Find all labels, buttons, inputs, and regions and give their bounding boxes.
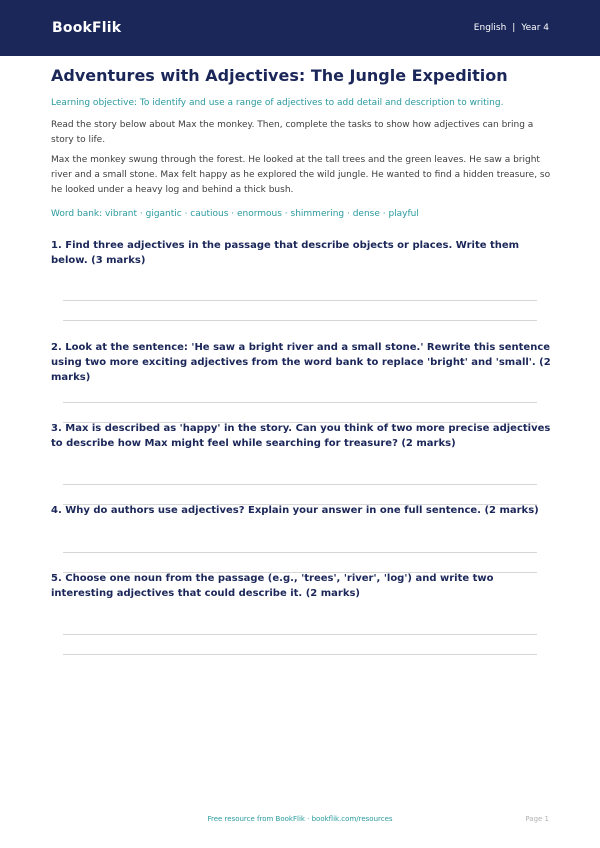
question-4: 4. Why do authors use adjectives? Explain your answer in one full sentence. (2 marks) bbox=[51, 505, 539, 516]
answer-line[interactable] bbox=[63, 552, 537, 553]
question-3: 3. Max is described as 'happy' in the story. Can you think of two more precise adjectives to describe how Max might feel while searching for treasure? (2 marks) bbox=[51, 423, 551, 449]
page-number: Page 1 bbox=[525, 815, 549, 823]
question-1: 1. Find three adjectives in the passage that describe objects or places. Write them below. (3 marks) bbox=[51, 240, 520, 266]
answer-line[interactable] bbox=[63, 654, 537, 655]
subject-label: English bbox=[473, 23, 507, 33]
story-passage: Max the monkey swung through the forest. He looked at the tall trees and the green leaves. He saw a bright river and a small stone. Max felt happy as he explored the wild jungle. He wanted to find a hidden treasure, so he looked under a heavy log and behind a thick bush. bbox=[51, 155, 551, 195]
question-2: 2. Look at the sentence: 'He saw a bright river and a small stone.' Rewrite this sentence using two more exciting adjectives from the word bank to replace 'bright' and 'small'. (2 marks) bbox=[51, 342, 551, 383]
answer-line[interactable] bbox=[63, 320, 537, 321]
brand-logo: BookFlik bbox=[52, 20, 122, 36]
instructions: Read the story below about Max the monkey. Then, complete the tasks to show how adjectives can bring a story to life. bbox=[51, 120, 534, 145]
learning-objective: Learning objective: To identify and use a range of adjectives to add detail and description to writing. bbox=[51, 98, 504, 108]
footer-credit[interactable]: Free resource from BookFlik · bookflik.com/resources bbox=[207, 815, 393, 823]
question-5: 5. Choose one noun from the passage (e.g., 'trees', 'river', 'log') and write two interesting adjectives that could describe it. (2 marks) bbox=[51, 573, 494, 599]
year-label: Year 4 bbox=[521, 23, 549, 33]
answer-line[interactable] bbox=[63, 634, 537, 635]
page-title: Adventures with Adjectives: The Jungle Expedition bbox=[51, 66, 508, 85]
header-meta bbox=[474, 23, 549, 33]
worksheet-intro bbox=[51, 64, 551, 219]
word-bank: Word bank: vibrant · gigantic · cautious · enormous · shimmering · dense · playful bbox=[51, 209, 419, 219]
header-bar bbox=[0, 0, 600, 56]
answer-line[interactable] bbox=[63, 402, 537, 403]
meta-separator: | bbox=[512, 23, 516, 33]
answer-line[interactable] bbox=[63, 300, 537, 301]
answer-line[interactable] bbox=[63, 484, 537, 485]
